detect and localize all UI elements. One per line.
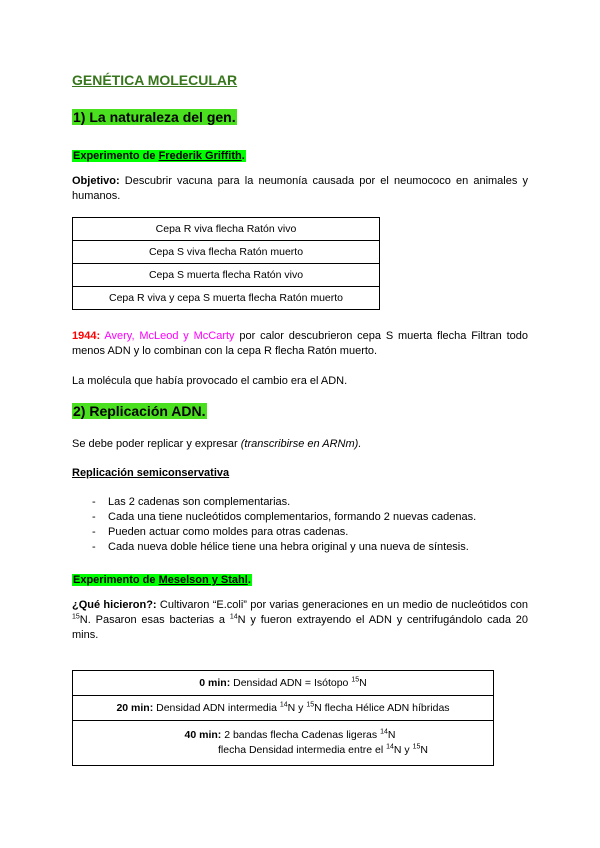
- griffith-name: Frederik Griffith: [158, 150, 242, 162]
- table-row: Cepa S muerta flecha Ratón vivo: [73, 264, 380, 287]
- section1-heading: 1) La naturaleza del gen.: [73, 109, 236, 125]
- objective-label: Objetivo:: [72, 175, 120, 187]
- conclusion-paragraph: La molécula que había provocado el cambio era el ADN.: [72, 375, 348, 387]
- objective-text: Descubrir vacuna para la neumonía causada por el neumococo en animales y humanos.: [72, 175, 528, 202]
- list-item: - Las 2 cadenas son complementarias.: [92, 495, 476, 510]
- table-row: 0 min: Densidad ADN = Isótopo $^{15}$N: [73, 671, 494, 696]
- replication-intro: Se debe poder replicar y expresar (transcribirse en ARNm).: [72, 438, 362, 450]
- authors: Avery, McLeod y McCarty: [100, 330, 235, 342]
- table-row: 40 min: 2 bandas flecha Cadenas ligeras $^{14}$N flecha Densidad intermedia entre el $^{14}$N y $^{15}$N: [73, 721, 494, 766]
- list-item: - Pueden actuar como moldes para otras cadenas.: [92, 525, 476, 540]
- table-row: 20 min: Densidad ADN intermedia $^{14}$N y $^{15}$N flecha Hélice ADN híbridas: [73, 696, 494, 721]
- question-label: ¿Qué hicieron?:: [72, 599, 157, 611]
- list-item: - Cada nueva doble hélice tiene una hebra original y una nueva de síntesis.: [92, 540, 476, 555]
- question-paragraph: ¿Qué hicieron?: Cultivaron “E.coli” por varias generaciones en un medio de nucleótidos con $^{15}$N. Pasaron esas bacterias a $^{14}$N y fueron extrayendo el ADN y centrifugándolo cada 20 mins.: [72, 599, 528, 641]
- document-title: GENÉTICA MOLECULAR: [72, 72, 238, 88]
- semiconservative-heading: Replicación semiconservativa: [72, 467, 230, 479]
- year-1944: 1944:: [72, 330, 101, 342]
- meselson-results-table: [72, 670, 494, 766]
- meselson-name: Meselson y Stahl: [158, 574, 248, 586]
- table-row: Cepa R viva flecha Ratón vivo: [73, 218, 380, 241]
- objective-paragraph: [72, 174, 528, 204]
- meselson-experiment-heading: Experimento de Meselson y Stahl.: [73, 574, 251, 586]
- griffith-results-table: [72, 217, 380, 310]
- avery-paragraph: 1944: Avery, McLeod y McCarty por calor descubrieron cepa S muerta flecha Filtran todo menos ADN y lo combinan con la cepa R flecha Ratón muerto.: [72, 330, 528, 357]
- table-row: Cepa R viva y cepa S muerta flecha Ratón muerto: [73, 287, 380, 310]
- list-item: - Cada una tiene nucleótidos complementarios, formando 2 nuevas cadenas.: [92, 510, 476, 525]
- replication-list: [92, 495, 476, 555]
- griffith-experiment-heading: Experimento de Frederik Griffith.: [73, 150, 245, 162]
- table-row: Cepa S viva flecha Ratón muerto: [73, 241, 380, 264]
- section2-heading: 2) Replicación ADN.: [73, 403, 206, 419]
